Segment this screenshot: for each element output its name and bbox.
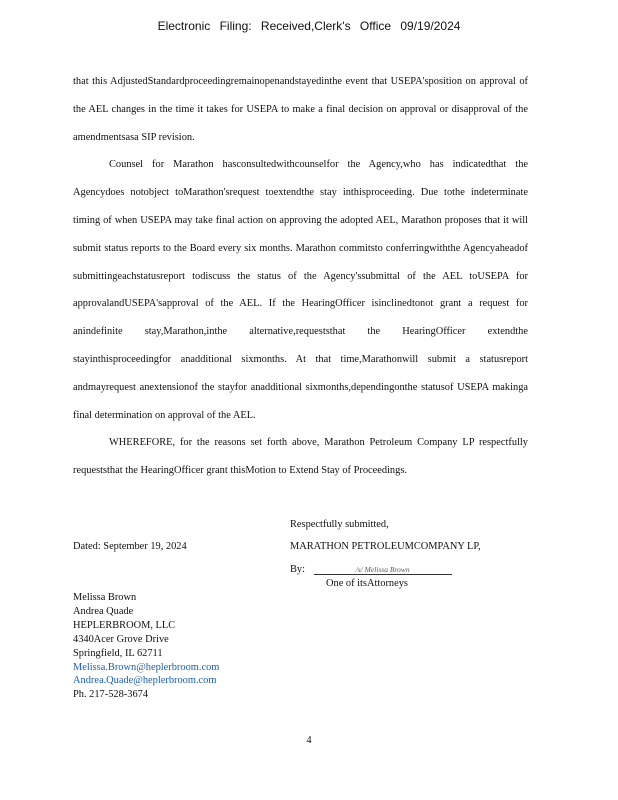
- signature-mark: /s/ Melissa Brown: [314, 565, 452, 575]
- email-link[interactable]: Andrea.Quade@heplerbroom.com: [73, 675, 217, 687]
- document-body: [73, 68, 528, 485]
- contact-block: [73, 591, 219, 702]
- filing-stamp-header: Electronic Filing: Received,Clerk's Office 09/19/2024: [157, 19, 461, 33]
- body-paragraph: Counsel for Marathon hasconsultedwithcounselfor the Agency,who has indicatedthat the Agencydoes notobject toMarathon'srequest toextendthe stay inthisproceeding. Due tothe indeterminate timing of when USEPA may take final action on approving the adopted AEL, Marathon proposes that it will submit status reports to the Board every six months. Marathon commitsto conferringwiththe Agencyaheadof submittingeachstatusreport todiscuss the status of the Agency'ssubmittal of the AEL toUSEPA for approvalandUSEPA'sapproval of the AEL. If the HearingOfficer isinclinedtonot grant a request for anindefinite stay,Marathon,inthe alternative,requeststhat the HearingOfficer extendthe stayinthisproceedingfor anadditional sixmonths. At that time,Marathonwill submit a statusreport andmayrequest anextensionof the stayfor anadditional sixmonths,dependingonthe statusof USEPA makinga final determination on approval of the AEL.: [73, 159, 528, 421]
- body-paragraph: WHEREFORE, for the reasons set forth above, Marathon Petroleum Company LP respectfully requeststhat the HearingOfficer grant thisMotion to Extend Stay of Proceedings.: [73, 437, 528, 477]
- phone-number: Ph. 217-528-3674: [73, 689, 149, 701]
- firm-name: HEPLERBROOM, LLC: [73, 619, 176, 631]
- dated-line: Dated: September 19, 2024: [73, 541, 187, 552]
- body-paragraph: that this AdjustedStandardproceedingremainopenandstayedinthe event that USEPA'sposition on approval of the AEL changes in the time it takes for USEPA to make a final decision on approval or disapproval of the amendmentsasa SIP revision.: [73, 76, 528, 143]
- email-link[interactable]: Melissa.Brown@heplerbroom.com: [73, 661, 220, 673]
- address-line: 4340Acer Grove Drive: [73, 633, 169, 645]
- closing-text: Respectfully submitted,: [290, 519, 389, 530]
- signature-line: [290, 564, 520, 575]
- contact-name: Melissa Brown: [73, 592, 137, 603]
- by-label: By:: [290, 564, 306, 575]
- address-line: Springfield, IL 62711: [73, 647, 163, 659]
- signer-role: One of itsAttorneys: [326, 578, 408, 589]
- page-number: 4: [306, 735, 312, 746]
- company-name: MARATHON PETROLEUMCOMPANY LP,: [290, 541, 481, 552]
- contact-name: Andrea Quade: [73, 605, 134, 617]
